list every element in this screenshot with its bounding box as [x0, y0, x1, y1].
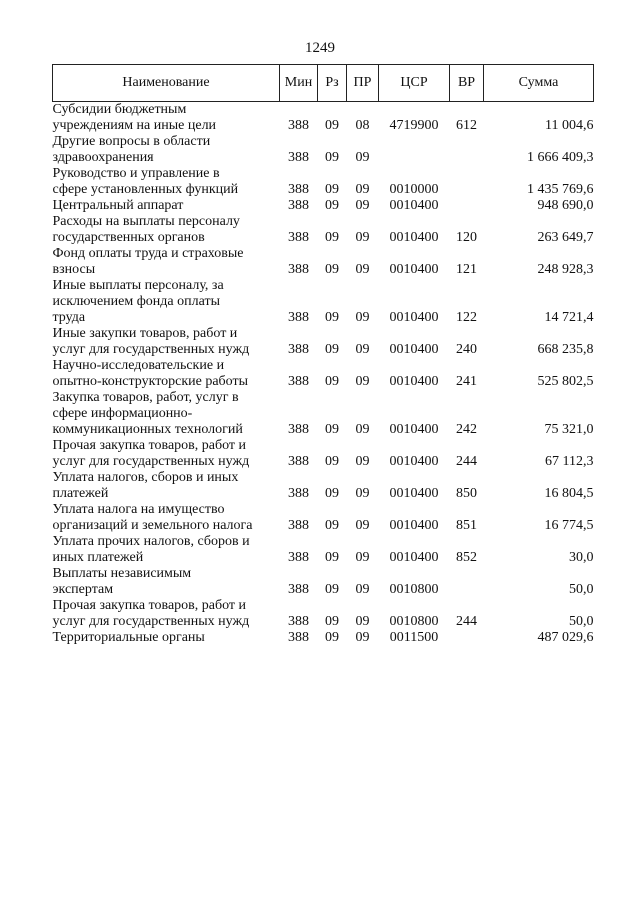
cell-pr: 09	[355, 182, 370, 197]
table-header-row	[53, 65, 594, 102]
cell-sum: 16 804,5	[544, 486, 594, 501]
cell-name	[53, 438, 280, 470]
table-row	[53, 102, 594, 135]
cell-min: 388	[288, 182, 309, 197]
table-row	[53, 598, 594, 630]
name-line: Другие вопросы в области	[52, 134, 211, 149]
cell-rz: 09	[325, 582, 339, 597]
cell-sum: 668 235,8	[537, 342, 594, 357]
name-line: Субсидии бюджетным	[52, 102, 187, 117]
cell-rz: 09	[325, 614, 339, 629]
cell-name	[53, 534, 280, 566]
cell-pr: 09	[355, 454, 370, 469]
cell-rz: 09	[325, 422, 339, 437]
name-line: опытно-конструкторские работы	[52, 374, 249, 389]
cell-vr	[450, 566, 484, 598]
name-line: Уплата налога на имущество	[52, 502, 225, 517]
cell-csr: 0010800	[389, 614, 439, 629]
cell-csr: 0010400	[389, 342, 439, 357]
name-line: Уплата прочих налогов, сборов и	[52, 534, 250, 549]
cell-vr: 612	[456, 118, 477, 133]
cell-name	[53, 102, 280, 135]
name-line: Расходы на выплаты персоналу	[52, 214, 240, 229]
cell-pr: 09	[355, 262, 370, 277]
cell-rz: 09	[325, 374, 339, 389]
cell-name	[53, 134, 280, 166]
cell-rz: 09	[325, 182, 339, 197]
cell-sum: 30,0	[569, 550, 594, 565]
cell-min: 388	[288, 310, 309, 325]
cell-pr: 09	[355, 550, 370, 565]
header-name: Наименование	[53, 65, 280, 102]
cell-pr: 09	[355, 582, 370, 597]
cell-pr: 09	[355, 310, 370, 325]
header-pr: ПР	[347, 65, 379, 102]
cell-csr: 0010400	[389, 374, 439, 389]
cell-sum: 16 774,5	[544, 518, 594, 533]
table-row	[53, 326, 594, 358]
cell-sum: 75 321,0	[544, 422, 594, 437]
name-line: Закупка товаров, работ, услуг в	[52, 390, 239, 405]
cell-csr: 0010800	[389, 582, 439, 597]
cell-pr: 09	[355, 614, 370, 629]
cell-name	[53, 358, 280, 390]
table-row	[53, 566, 594, 598]
cell-sum: 11 004,6	[545, 118, 594, 133]
cell-pr: 09	[355, 374, 370, 389]
cell-csr: 0010400	[389, 262, 439, 277]
name-line: услуг для государственных нужд	[52, 342, 250, 357]
cell-rz: 09	[325, 518, 339, 533]
cell-sum: 263 649,7	[537, 230, 594, 245]
table-row	[53, 278, 594, 326]
cell-sum: 50,0	[569, 582, 594, 597]
cell-vr	[450, 630, 484, 646]
name-line: государственных органов	[52, 230, 205, 245]
budget-table	[52, 64, 594, 646]
name-line: организаций и земельного налога	[52, 518, 253, 533]
cell-name	[53, 326, 280, 358]
cell-csr	[379, 134, 450, 166]
cell-name	[53, 390, 280, 438]
cell-csr: 0010400	[389, 550, 439, 565]
name-line: Руководство и управление в	[52, 166, 220, 181]
cell-vr: 244	[456, 454, 477, 469]
table-row	[53, 166, 594, 198]
cell-csr: 4719900	[389, 118, 439, 133]
cell-pr: 09	[355, 150, 370, 165]
name-line: Иные закупки товаров, работ и	[52, 326, 238, 341]
cell-min: 388	[288, 550, 309, 565]
name-line: сфере информационно-	[52, 406, 193, 421]
name-line: коммуникационных технологий	[52, 422, 243, 437]
cell-rz: 09	[325, 150, 339, 165]
cell-name	[53, 278, 280, 326]
cell-sum: 1 666 409,3	[527, 150, 594, 165]
name-line: Прочая закупка товаров, работ и	[52, 598, 247, 613]
cell-rz: 09	[325, 630, 339, 645]
cell-sum: 487 029,6	[537, 630, 594, 645]
cell-csr: 0011500	[389, 630, 439, 645]
name-line: экспертам	[52, 582, 114, 597]
cell-rz: 09	[325, 486, 339, 501]
cell-min: 388	[288, 422, 309, 437]
name-line: Территориальные органы	[52, 630, 205, 645]
cell-csr: 0010400	[389, 422, 439, 437]
cell-name	[53, 166, 280, 198]
name-line: Прочая закупка товаров, работ и	[52, 438, 247, 453]
cell-min: 388	[288, 614, 309, 629]
cell-rz: 09	[325, 454, 339, 469]
cell-pr: 09	[355, 422, 370, 437]
header-min: Мин	[280, 65, 318, 102]
cell-pr: 08	[355, 118, 370, 133]
table-row	[53, 534, 594, 566]
cell-sum: 248 928,3	[537, 262, 594, 277]
header-vr: ВР	[450, 65, 484, 102]
name-line: труда	[52, 310, 86, 325]
table-body	[53, 102, 594, 647]
cell-min: 388	[288, 582, 309, 597]
name-line: здравоохранения	[52, 150, 154, 165]
cell-vr: 240	[456, 342, 477, 357]
name-line: иных платежей	[52, 550, 144, 565]
cell-vr: 122	[456, 310, 477, 325]
cell-name	[53, 598, 280, 630]
cell-rz: 09	[325, 262, 339, 277]
name-line: сфере установленных функций	[52, 182, 239, 197]
cell-vr: 851	[456, 518, 477, 533]
table-row	[53, 214, 594, 246]
cell-sum: 50,0	[569, 614, 594, 629]
cell-vr	[450, 166, 484, 198]
cell-vr: 850	[456, 486, 477, 501]
cell-vr: 120	[456, 230, 477, 245]
cell-pr: 09	[355, 198, 370, 213]
cell-min: 388	[288, 518, 309, 533]
cell-name	[53, 214, 280, 246]
header-sum: Сумма	[484, 65, 594, 102]
cell-rz: 09	[325, 118, 339, 133]
cell-sum: 1 435 769,6	[527, 182, 594, 197]
cell-vr: 852	[456, 550, 477, 565]
name-line: исключением фонда оплаты	[52, 294, 220, 309]
cell-csr: 0010400	[389, 230, 439, 245]
cell-vr: 121	[456, 262, 477, 277]
cell-vr: 244	[456, 614, 477, 629]
name-line: услуг для государственных нужд	[52, 614, 250, 629]
cell-min: 388	[288, 230, 309, 245]
name-line: Выплаты независимым	[52, 566, 192, 581]
name-line: взносы	[52, 262, 96, 277]
cell-csr: 0010400	[389, 518, 439, 533]
cell-vr: 242	[456, 422, 477, 437]
table-row	[53, 438, 594, 470]
cell-pr: 09	[355, 342, 370, 357]
name-line: учреждениям на иные цели	[52, 118, 217, 133]
cell-csr: 0010400	[389, 198, 439, 213]
cell-min: 388	[288, 198, 309, 213]
cell-min: 388	[288, 630, 309, 645]
cell-min: 388	[288, 262, 309, 277]
name-line: платежей	[52, 486, 109, 501]
cell-name	[53, 630, 280, 646]
cell-sum: 948 690,0	[537, 198, 594, 213]
header-csr: ЦСР	[379, 65, 450, 102]
cell-pr: 09	[355, 630, 370, 645]
cell-rz: 09	[325, 310, 339, 325]
table-row	[53, 470, 594, 502]
table-row	[53, 390, 594, 438]
table-row	[53, 630, 594, 646]
table-row	[53, 502, 594, 534]
cell-vr	[450, 134, 484, 166]
table-row	[53, 198, 594, 214]
cell-sum: 14 721,4	[544, 310, 594, 325]
page-number: 1249	[305, 40, 335, 56]
cell-min: 388	[288, 150, 309, 165]
cell-name	[53, 566, 280, 598]
table-row	[53, 134, 594, 166]
cell-rz: 09	[325, 342, 339, 357]
cell-min: 388	[288, 118, 309, 133]
cell-pr: 09	[355, 518, 370, 533]
cell-min: 388	[288, 486, 309, 501]
name-line: Центральный аппарат	[52, 198, 184, 213]
cell-min: 388	[288, 374, 309, 389]
cell-pr: 09	[355, 486, 370, 501]
cell-rz: 09	[325, 198, 339, 213]
cell-sum: 525 802,5	[537, 374, 594, 389]
cell-csr: 0010000	[389, 182, 439, 197]
name-line: услуг для государственных нужд	[52, 454, 250, 469]
cell-vr	[450, 198, 484, 214]
name-line: Фонд оплаты труда и страховые	[52, 246, 244, 261]
cell-name	[53, 502, 280, 534]
name-line: Научно-исследовательские и	[52, 358, 225, 373]
cell-csr: 0010400	[389, 486, 439, 501]
cell-rz: 09	[325, 230, 339, 245]
cell-pr: 09	[355, 230, 370, 245]
cell-rz: 09	[325, 550, 339, 565]
cell-csr: 0010400	[389, 454, 439, 469]
cell-csr: 0010400	[389, 310, 439, 325]
cell-sum: 67 112,3	[545, 454, 594, 469]
cell-name	[53, 246, 280, 278]
table-row	[53, 246, 594, 278]
cell-min: 388	[288, 342, 309, 357]
table-row	[53, 358, 594, 390]
cell-name	[53, 470, 280, 502]
cell-name	[53, 198, 280, 214]
header-rz: Рз	[318, 65, 347, 102]
cell-min: 388	[288, 454, 309, 469]
name-line: Уплата налогов, сборов и иных	[52, 470, 239, 485]
name-line: Иные выплаты персоналу, за	[52, 278, 224, 293]
cell-vr: 241	[456, 374, 477, 389]
